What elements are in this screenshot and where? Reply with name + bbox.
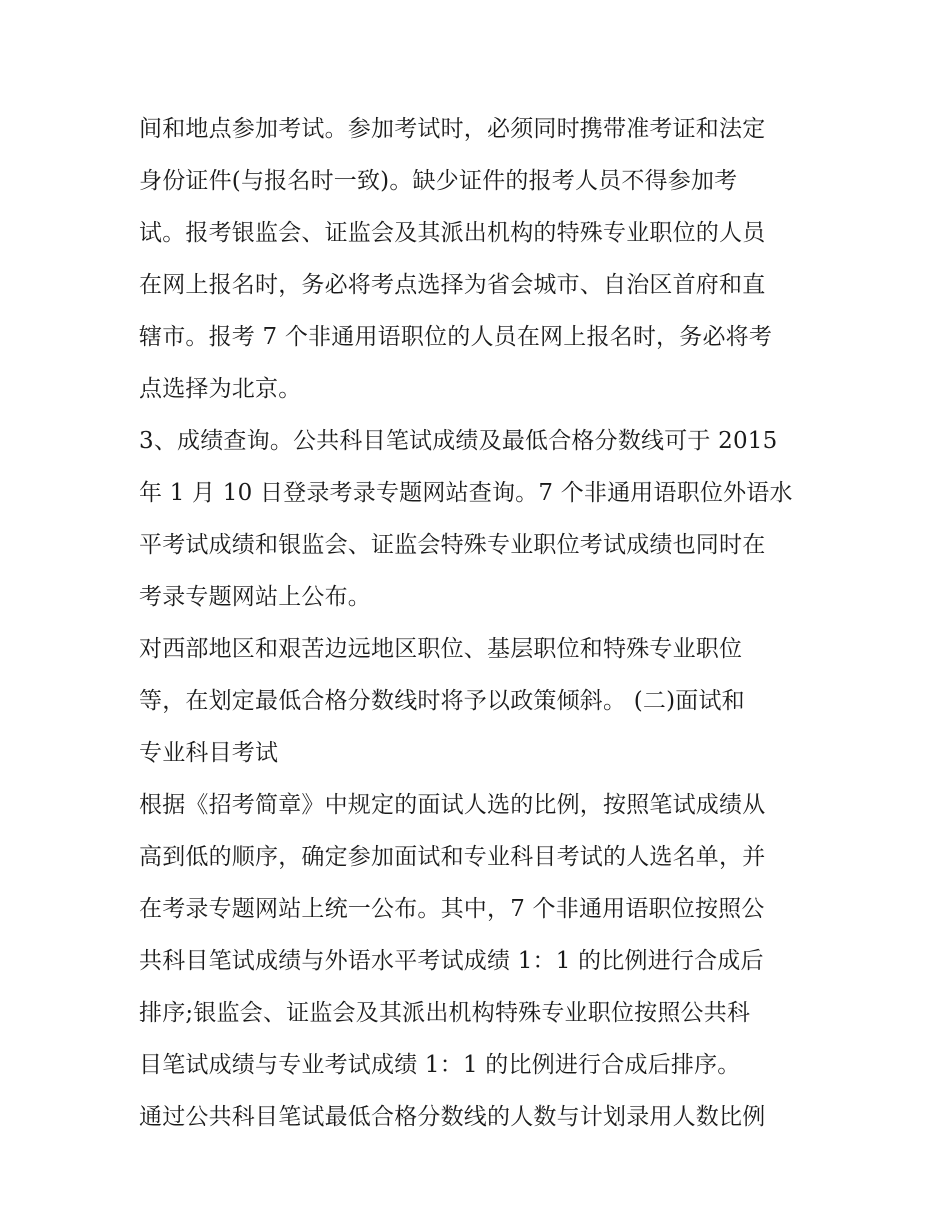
text-line: 专业科目考试 [139,740,279,766]
text-line: 间和地点参加考试。参加考试时，必须同时携带准考证和法定 [139,116,766,142]
text-line: 等，在划定最低合格分数线时将予以政策倾斜。 (二)面试和 [139,688,745,714]
text-line: 根据《招考简章》中规定的面试人选的比例，按照笔试成绩从 [139,792,766,818]
text-line: 试。报考银监会、证监会及其派出机构的特殊专业职位的人员 [139,220,766,246]
text-line: 目笔试成绩与专业考试成绩 1：1 的比例进行合成后排序。 [139,1052,741,1078]
text-line: 排序;银监会、证监会及其派出机构特殊专业职位按照公共科 [139,1000,751,1026]
text-line: 在网上报名时，务必将考点选择为省会城市、自治区首府和直 [139,272,766,298]
text-line: 辖市。报考 7 个非通用语职位的人员在网上报名时，务必将考 [139,324,773,350]
text-line: 平考试成绩和银监会、证监会特殊专业职位考试成绩也同时在 [139,532,766,558]
text-line: 对西部地区和艰苦边远地区职位、基层职位和特殊专业职位 [139,636,743,662]
text-line: 点选择为北京。 [139,376,302,402]
text-line: 在考录专题网站上统一公布。其中，7 个非通用语职位按照公 [139,896,765,922]
text-line: 共科目笔试成绩与外语水平考试成绩 1：1 的比例进行合成后 [139,948,764,974]
text-line: 通过公共科目笔试最低合格分数线的人数与计划录用人数比例 [139,1104,766,1130]
text-line: 身份证件(与报名时一致)。缺少证件的报考人员不得参加考 [139,168,738,194]
text-line: 3、成绩查询。公共科目笔试成绩及最低合格分数线可于 2015 [139,428,778,454]
text-line: 考录专题网站上公布。 [139,584,371,610]
text-line: 年 1 月 10 日登录考录专题网站查询。7 个非通用语职位外语水 [139,480,793,506]
text-line: 高到低的顺序，确定参加面试和专业科目考试的人选名单，并 [139,844,766,870]
